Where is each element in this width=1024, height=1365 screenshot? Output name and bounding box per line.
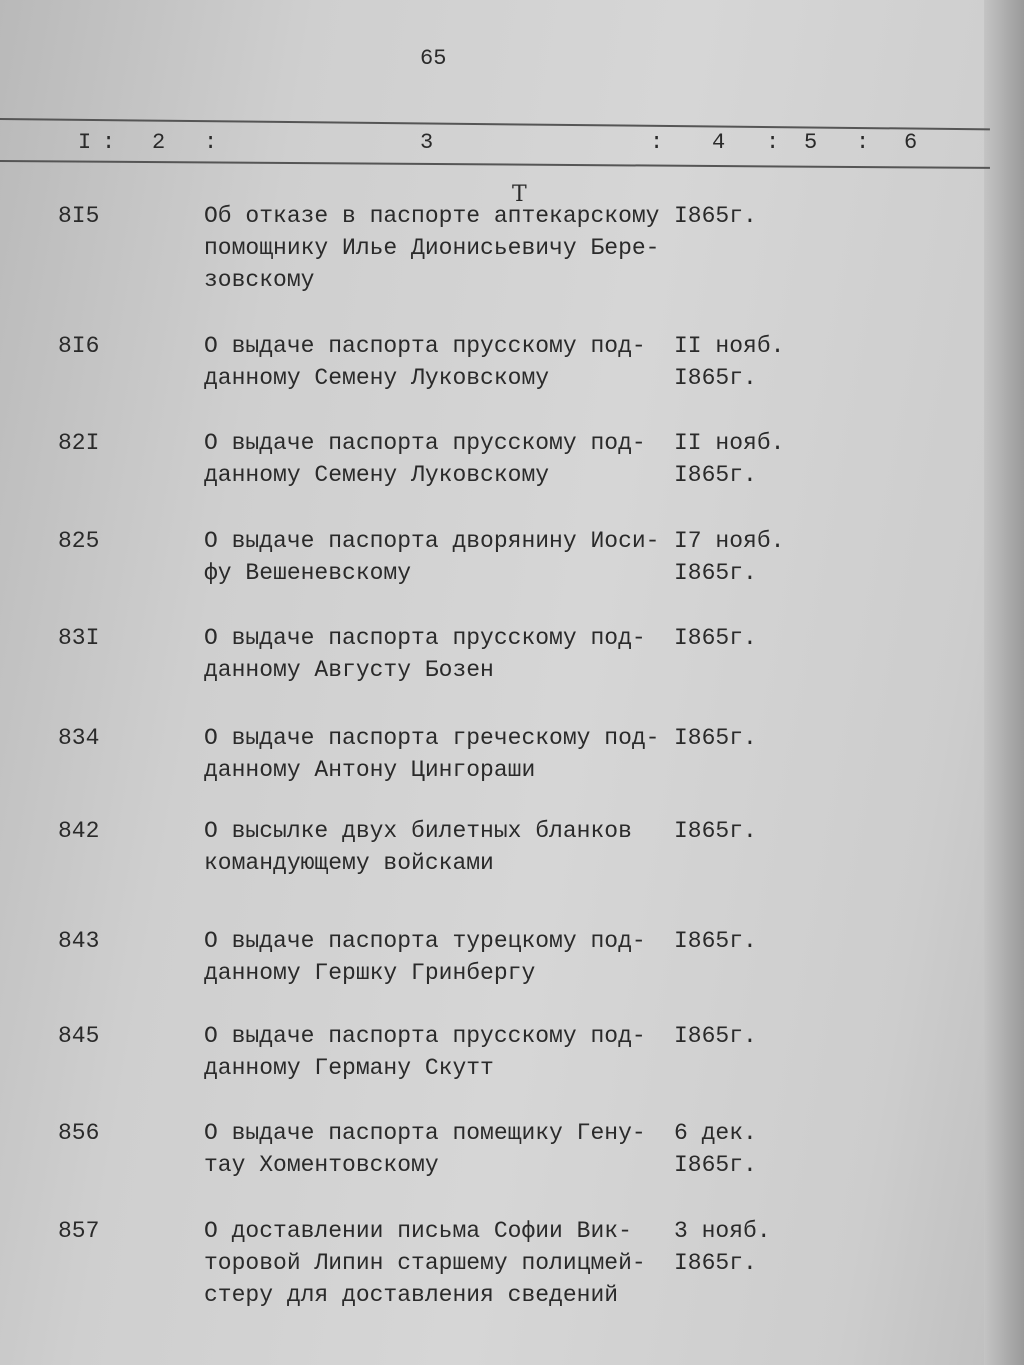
entry-description-line: О выдаче паспорта турецкому под-	[204, 928, 646, 954]
entry-number: 856	[58, 1120, 100, 1146]
entry-description-line: помощнику Илье Дионисьевичу Бере-	[204, 235, 660, 261]
entry-description-line: О выдаче паспорта греческому под-	[204, 725, 660, 751]
entry-description-line: данному Антону Цингораши	[204, 757, 536, 783]
column-separator: :	[856, 130, 870, 155]
column-4: 4	[712, 130, 726, 155]
entry-date-line: I865г.	[674, 1152, 757, 1178]
entry-date	[674, 200, 757, 232]
entry-description	[204, 925, 646, 989]
entry-number: 845	[58, 1023, 100, 1049]
entry-description-line: данному Августу Бозен	[204, 657, 494, 683]
entry-date	[674, 622, 757, 654]
entry-description-line: О выдаче паспорта прусскому под-	[204, 625, 646, 651]
entry-description	[204, 722, 659, 786]
entry-date	[674, 925, 757, 957]
handwritten-annotation: Т	[512, 182, 527, 207]
entry-description	[204, 525, 659, 589]
entry-date	[674, 330, 784, 394]
entry-description-line: стеру для доставления сведений	[204, 1282, 619, 1308]
entry-date-line: I865г.	[674, 462, 757, 488]
entry-description-line: О выдаче паспорта помещику Гену-	[204, 1120, 646, 1146]
entry-date	[674, 427, 784, 491]
header-rule-top	[0, 118, 990, 130]
entry-date	[674, 815, 757, 847]
entry-number: 8I5	[58, 203, 100, 229]
entry-date-line: 3 нояб.	[674, 1218, 771, 1244]
entry-description-line: командующему войсками	[204, 850, 494, 876]
entry-number: 834	[58, 725, 100, 751]
entry-description-line: О выдаче паспорта дворянину Иоси-	[204, 528, 660, 554]
entry-number: 825	[58, 528, 100, 554]
entry-date-line: I865г.	[674, 818, 757, 844]
entry-date-line: I865г.	[674, 203, 757, 229]
entry-date	[674, 722, 757, 754]
entry-description-line: данному Гершку Гринбергу	[204, 960, 536, 986]
entry-description-line: О выдаче паспорта прусскому под-	[204, 333, 646, 359]
entry-description	[204, 815, 632, 879]
entry-date-line: II нояб.	[674, 430, 785, 456]
entry-description	[204, 1215, 646, 1311]
entry-date	[674, 525, 784, 589]
entry-description-line: данному Семену Луковскому	[204, 462, 550, 488]
entry-description-line: О высылке двух билетных бланков	[204, 818, 632, 844]
entry-description	[204, 1117, 646, 1181]
entry-number: 83I	[58, 625, 100, 651]
entry-description-line: О выдаче паспорта прусскому под-	[204, 1023, 646, 1049]
header-rule-bottom	[0, 160, 990, 169]
entry-date	[674, 1215, 771, 1279]
entry-date-line: I865г.	[674, 625, 757, 651]
entry-number: 842	[58, 818, 100, 844]
entry-number: 82I	[58, 430, 100, 456]
entry-description-line: фу Вешеневскому	[204, 560, 412, 586]
entry-date-line: 6 дек.	[674, 1120, 757, 1146]
entry-description-line: торовой Липин старшему полицмей-	[204, 1250, 646, 1276]
entry-description-line: О выдаче паспорта прусскому под-	[204, 430, 646, 456]
entry-description-line: тау Хоментовскому	[204, 1152, 439, 1178]
column-1: I	[78, 130, 92, 155]
entry-date-line: I7 нояб.	[674, 528, 785, 554]
column-5: 5	[804, 130, 818, 155]
entry-number: 8I6	[58, 333, 100, 359]
entry-date-line: I865г.	[674, 928, 757, 954]
entry-description	[204, 427, 646, 491]
entry-description	[204, 622, 646, 686]
entry-date	[674, 1117, 757, 1181]
entry-number: 843	[58, 928, 100, 954]
entry-date-line: I865г.	[674, 1023, 757, 1049]
entry-date-line: I865г.	[674, 365, 757, 391]
entry-description-line: зовскому	[204, 267, 315, 293]
entry-description	[204, 200, 659, 296]
page-number: 65	[420, 46, 447, 71]
entry-number: 857	[58, 1218, 100, 1244]
column-3: 3	[420, 130, 434, 155]
entry-description-line: данному Герману Скутт	[204, 1055, 494, 1081]
column-separator: :	[650, 130, 664, 155]
entry-description	[204, 330, 646, 394]
column-6: 6	[904, 130, 918, 155]
entry-description	[204, 1020, 646, 1084]
entry-date-line: I865г.	[674, 560, 757, 586]
entry-date	[674, 1020, 757, 1052]
entry-description-line: Об отказе в паспорте аптекарскому	[204, 203, 660, 229]
entry-date-line: I865г.	[674, 1250, 757, 1276]
column-separator: :	[204, 130, 218, 155]
column-separator: :	[766, 130, 780, 155]
entry-date-line: II нояб.	[674, 333, 785, 359]
entry-description-line: О доставлении письма Софии Вик-	[204, 1218, 632, 1244]
column-2: 2	[152, 130, 166, 155]
entry-date-line: I865г.	[674, 725, 757, 751]
page-edge	[984, 0, 1024, 1365]
column-separator: :	[102, 130, 116, 155]
entry-description-line: данному Семену Луковскому	[204, 365, 550, 391]
